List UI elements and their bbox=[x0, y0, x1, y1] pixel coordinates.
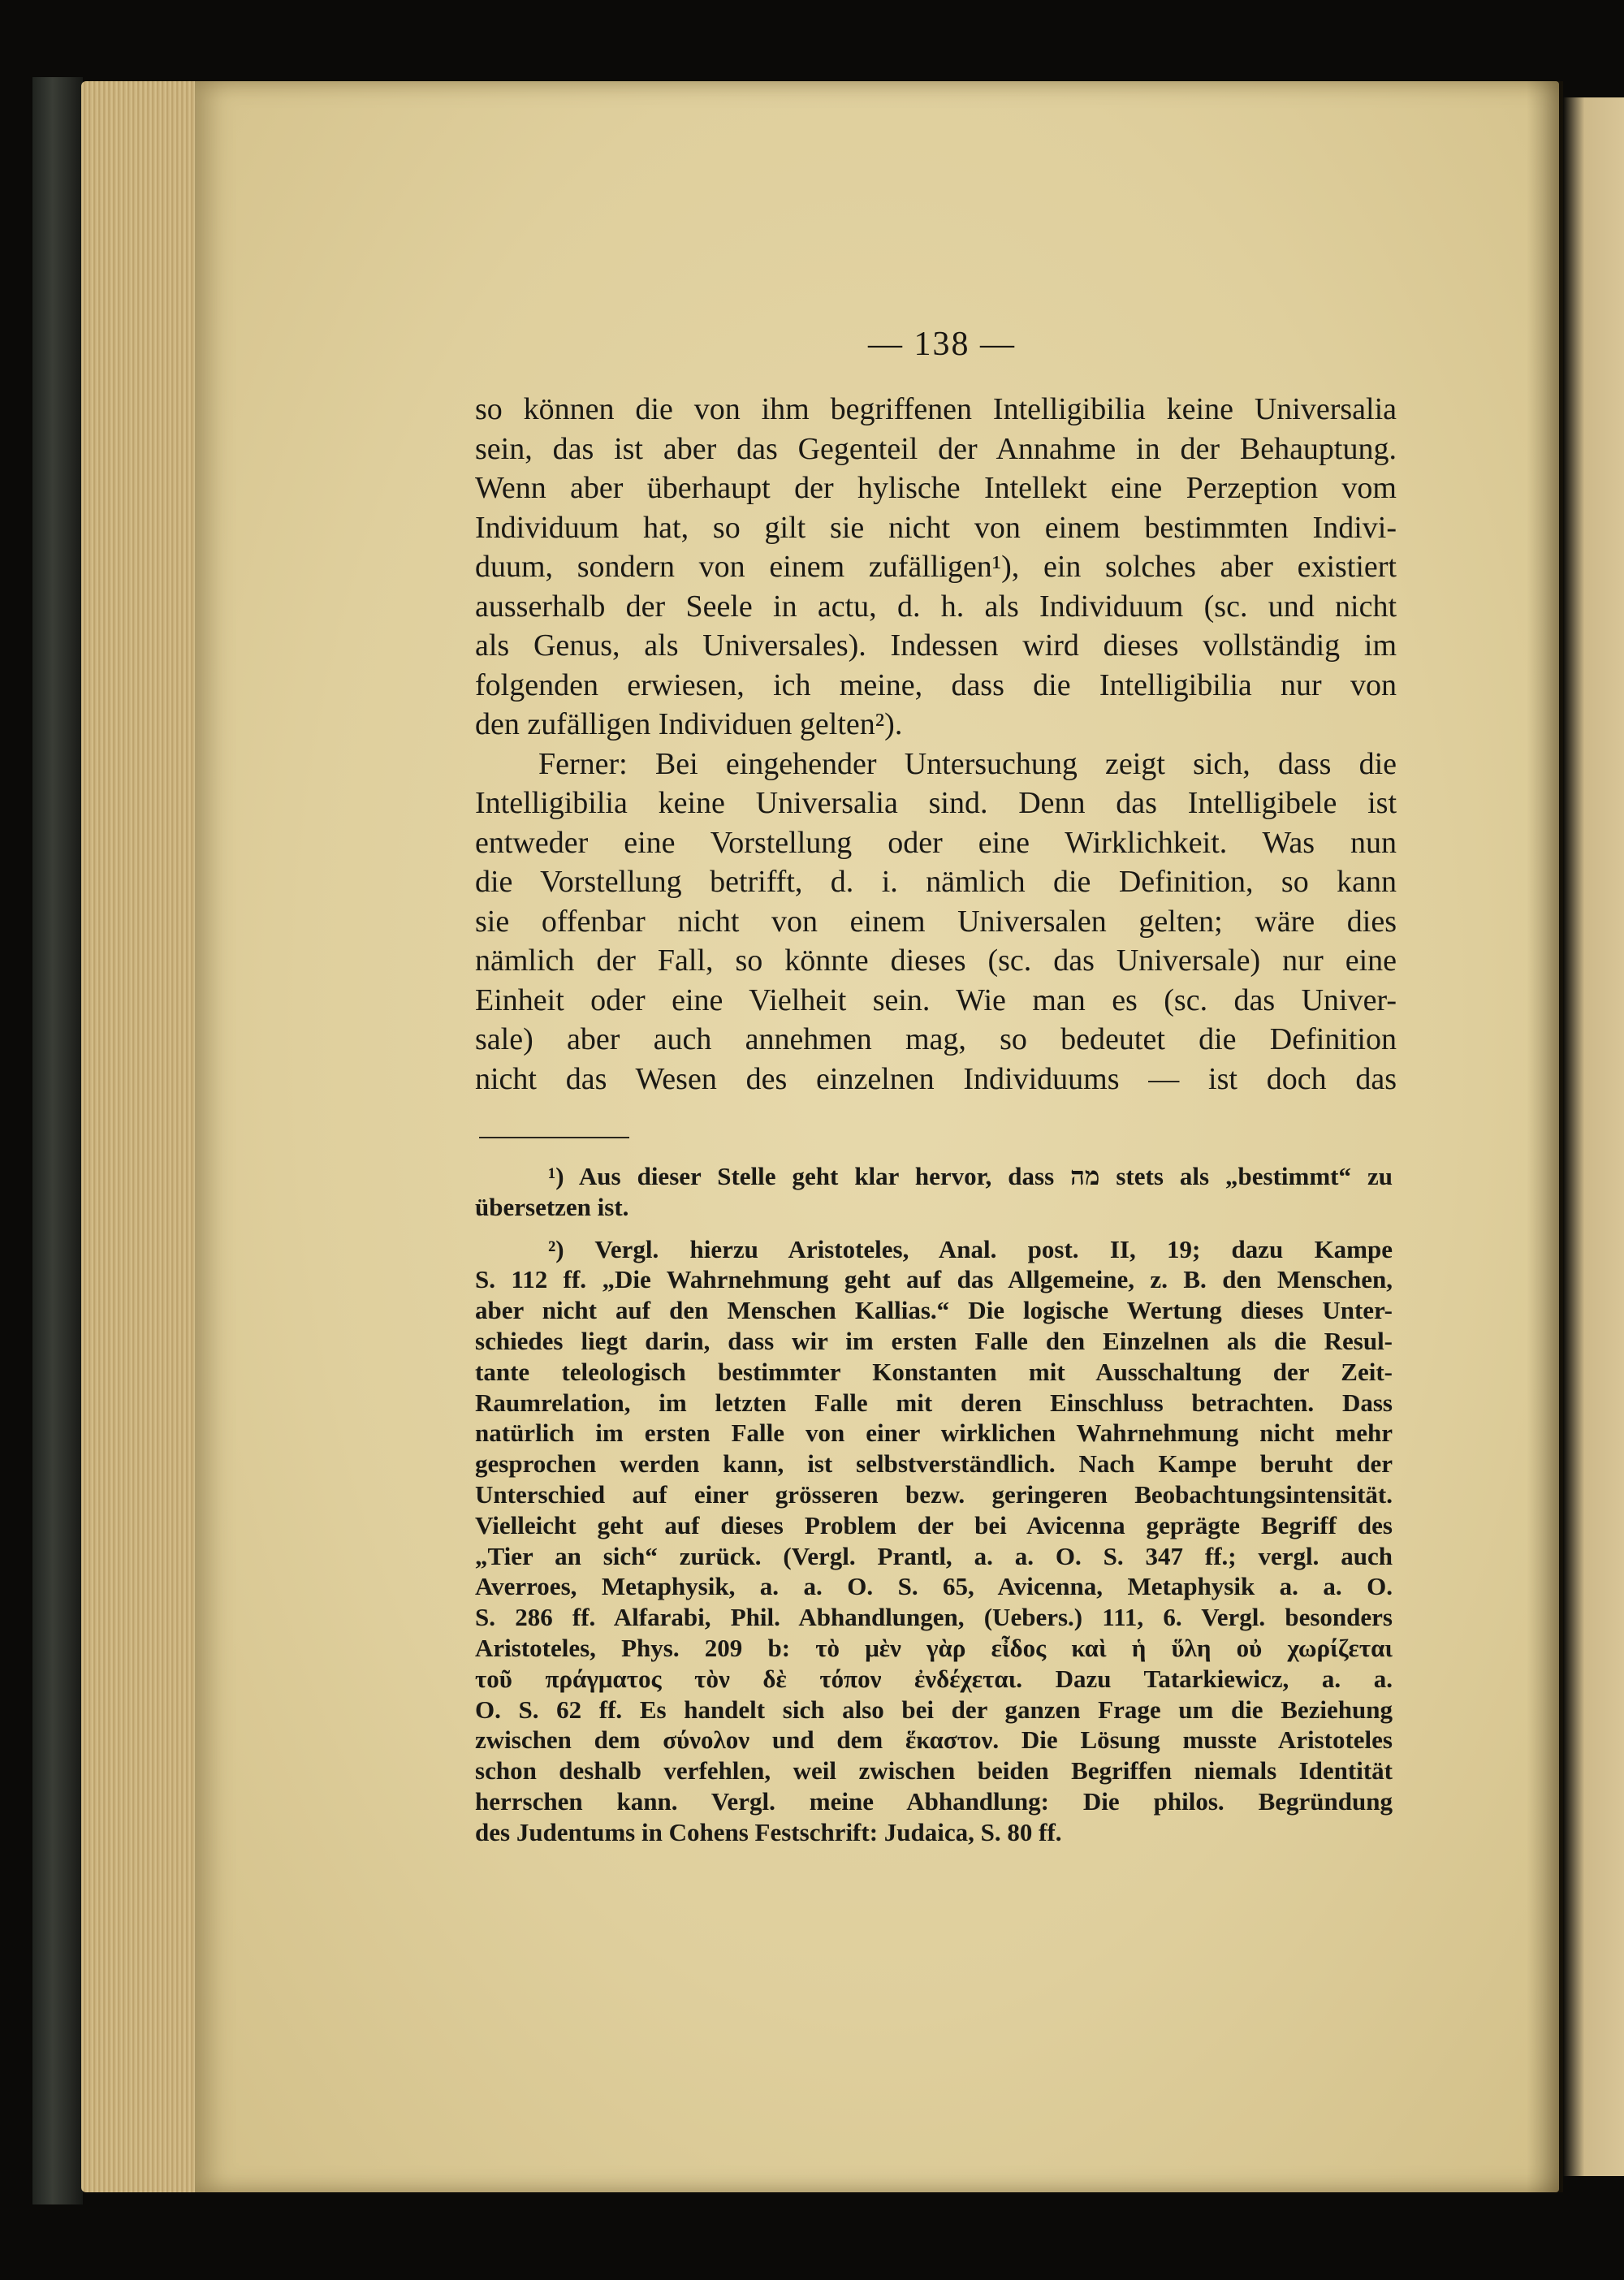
text-line: nicht das Wesen des einzelnen Individuums — ist doch das bbox=[475, 1061, 1397, 1096]
footnote-line: übersetzen ist. bbox=[475, 1192, 629, 1221]
text-line: Ferner: Bei eingehender Untersuchung zeigt sich, dass die bbox=[538, 746, 1397, 781]
footnote-line: gesprochen werden kann, ist selbstverständlich. Nach Kampe beruht der bbox=[475, 1449, 1393, 1479]
text-line: Wenn aber überhaupt der hylische Intellekt eine Perzeption vom bbox=[475, 471, 1397, 505]
footnote-line: Raumrelation, im letzten Falle mit deren Einschluss betrachten. Dass bbox=[475, 1388, 1393, 1417]
footnote-line: schiedes liegt darin, dass wir im ersten Falle den Einzelnen als die Resul- bbox=[475, 1326, 1393, 1355]
main-text bbox=[475, 390, 1397, 1099]
footnote-line: herrschen kann. Vergl. meine Abhandlung: Die philos. Begründung bbox=[475, 1786, 1393, 1816]
footnote-line: S. 112 ff. „Die Wahrnehmung geht auf das Allgemeine, z. B. den Menschen, bbox=[475, 1265, 1393, 1294]
text-line: Individuum hat, so gilt sie nicht von einem bestimmten Indivi- bbox=[475, 510, 1397, 545]
text-line: den zufälligen Individuen gelten²). bbox=[475, 707, 903, 741]
book-spine bbox=[32, 77, 83, 2204]
footnotes bbox=[475, 1161, 1393, 1848]
footnote-line: des Judentums in Cohens Festschrift: Judaica, S. 80 ff. bbox=[475, 1817, 1062, 1846]
text-line: entweder eine Vorstellung oder eine Wirklichkeit. Was nun bbox=[475, 825, 1397, 860]
footnote-line: „Tier an sich“ zurück. (Vergl. Prantl, a. a. O. S. 347 ff.; vergl. auch bbox=[475, 1541, 1393, 1570]
text-line: sein, das ist aber das Gegenteil der Annahme in der Behauptung. bbox=[475, 431, 1397, 466]
footnote-line: Averroes, Metaphysik, a. a. O. S. 65, Avicenna, Metaphysik a. a. O. bbox=[475, 1572, 1393, 1601]
text-line: die Vorstellung betrifft, d. i. nämlich die Definition, so kann bbox=[475, 865, 1397, 899]
text-line: als Genus, als Universales). Indessen wird dieses vollständig im bbox=[475, 628, 1397, 663]
text-line: so können die von ihm begriffenen Intelligibilia keine Universalia bbox=[475, 392, 1397, 426]
footnote-line: natürlich im ersten Falle von einer wirklichen Wahrnehmung nicht mehr bbox=[475, 1419, 1393, 1448]
page-number: — 138 — bbox=[868, 326, 1016, 363]
page-edges bbox=[81, 81, 203, 2192]
text-line: sale) aber auch annehmen mag, so bedeutet die Definition bbox=[475, 1022, 1397, 1056]
text-line: Einheit oder eine Vielheit sein. Wie man es (sc. das Univer- bbox=[475, 982, 1397, 1017]
text-line: folgenden erwiesen, ich meine, dass die Intelligibilia nur von bbox=[475, 667, 1397, 702]
footnote-line: Aristoteles, Phys. 209 b: τὸ μὲν γὰρ εἶδος καὶ ἡ ὕλη οὐ χωρίζεται bbox=[475, 1633, 1393, 1662]
footnote-line: tante teleologisch bestimmter Konstanten mit Ausschaltung der Zeit- bbox=[475, 1357, 1393, 1386]
footnote-line: aber nicht auf den Menschen Kallias.“ Die logische Wertung dieses Unter- bbox=[475, 1296, 1393, 1325]
text-line: ausserhalb der Seele in actu, d. h. als Individuum (sc. und nicht bbox=[475, 589, 1397, 624]
footnote-line: Unterschied auf einer grösseren bezw. geringeren Beobachtungsintensität. bbox=[475, 1479, 1393, 1509]
footnote-line: S. 286 ff. Alfarabi, Phil. Abhandlungen, (Uebers.) 111, 6. Vergl. besonders bbox=[475, 1603, 1393, 1632]
facing-page-edge bbox=[1563, 97, 1624, 2176]
text-line: duum, sondern von einem zufälligen¹), ein solches aber existiert bbox=[475, 550, 1397, 584]
footnote-line: τοῦ πράγματος τὸν δὲ τόπον ἐνδέχεται. Dazu Tatarkiewicz, a. a. bbox=[475, 1664, 1393, 1693]
footnote-line: schon deshalb verfehlen, weil zwischen beiden Begriffen niemals Identität bbox=[475, 1756, 1393, 1786]
footnote-line: O. S. 62 ff. Es handelt sich also bei der ganzen Frage um die Beziehung bbox=[475, 1695, 1393, 1724]
gutter-shadow bbox=[1527, 81, 1563, 2192]
text-line: nämlich der Fall, so könnte dieses (sc. das Universale) nur eine bbox=[475, 944, 1397, 978]
text-line: Intelligibilia keine Universalia sind. Denn das Intelligibele ist bbox=[475, 786, 1397, 820]
footnote-line: ²) Vergl. hierzu Aristoteles, Anal. post. II, 19; dazu Kampe bbox=[548, 1234, 1393, 1263]
footnote-line: zwischen dem σύνολον und dem ἕκαστον. Die Lösung musste Aristoteles bbox=[475, 1725, 1393, 1755]
footnote-divider bbox=[479, 1137, 629, 1138]
footnote-line: ¹) Aus dieser Stelle geht klar hervor, dass מה stets als „bestimmt“ zu bbox=[548, 1162, 1393, 1190]
footnote-line: Vielleicht geht auf dieses Problem der bei Avicenna geprägte Begriff des bbox=[475, 1510, 1393, 1539]
text-line: sie offenbar nicht von einem Universalen gelten; wäre dies bbox=[475, 904, 1397, 939]
